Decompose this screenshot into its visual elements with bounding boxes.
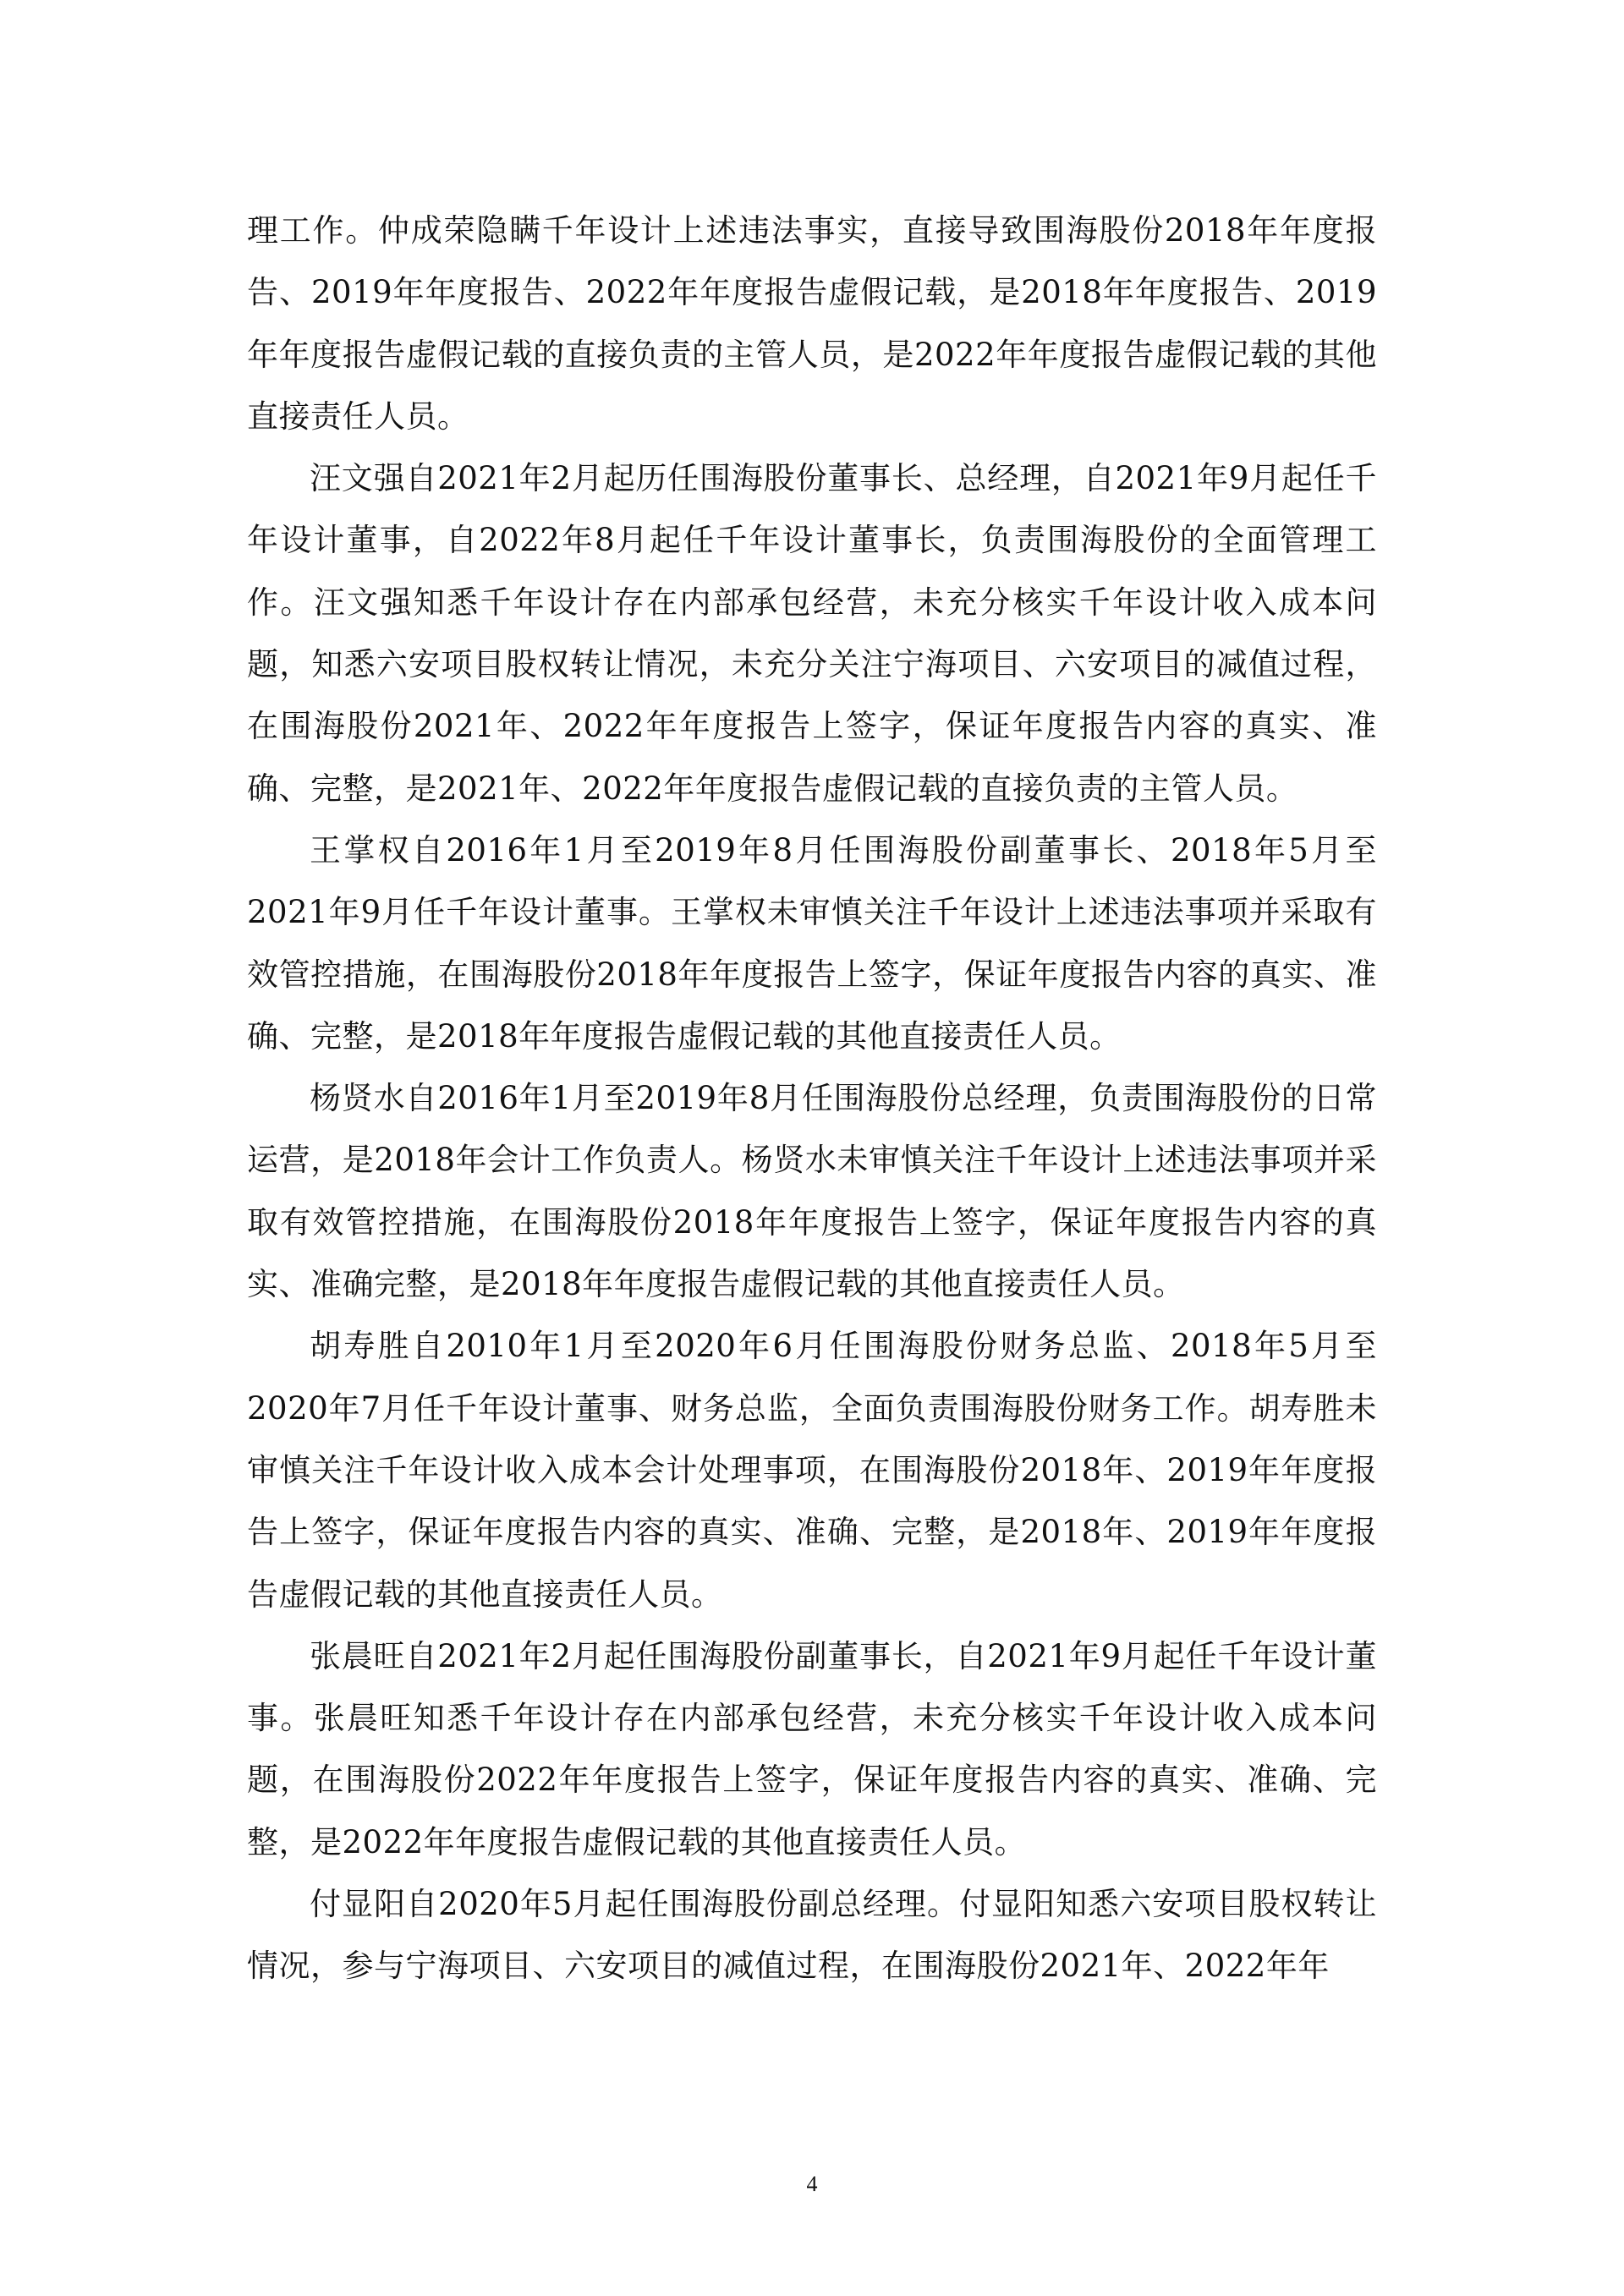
paragraph-zhang-chenwang: 张晨旺自2021年2月起任围海股份副董事长，自2021年9月起任千年设计董事。张晨旺知悉千年设计存在内部承包经营，未充分核实千年设计收入成本问题，在围海股份2022年年度报告上签字，保证年度报告内容的真实、准确、完整，是2022年年度报告虚假记载的其他直接责任人员。 [247, 1637, 1377, 1860]
paragraph-wang-wenqiang: 汪文强自2021年2月起历任围海股份董事长、总经理，自2021年9月起任千年设计董事，自2022年8月起任千年设计董事长，负责围海股份的全面管理工作。汪文强知悉千年设计存在内部承包经营，未充分核实千年设计收入成本问题，知悉六安项目股权转让情况，未充分关注宁海项目、六安项目的减值过程，在围海股份2021年、2022年年度报告上签字，保证年度报告内容的真实、准确、完整，是2021年、2022年年度报告虚假记载的直接负责的主管人员。 [247, 460, 1377, 807]
document-body [247, 200, 1377, 1997]
paragraph-wang-zhangquan: 王掌权自2016年1月至2019年8月任围海股份副董事长、2018年5月至2021年9月任千年设计董事。王掌权未审慎关注千年设计上述违法事项并采取有效管控措施，在围海股份2018年年度报告上签字，保证年度报告内容的真实、准确、完整，是2018年年度报告虚假记载的其他直接责任人员。 [247, 831, 1377, 1055]
paragraph-fu-xianyang: 付显阳自2020年5月起任围海股份副总经理。付显阳知悉六安项目股权转让情况，参与宁海项目、六安项目的减值过程，在围海股份2021年、2022年年 [247, 1886, 1377, 1985]
paragraph-hu-shousheng: 胡寿胜自2010年1月至2020年6月任围海股份财务总监、2018年5月至2020年7月任千年设计董事、财务总监，全面负责围海股份财务工作。胡寿胜未审慎关注千年设计收入成本会计处理事项，在围海股份2018年、2019年年度报告上签字，保证年度报告内容的真实、准确、完整，是2018年、2019年年度报告虚假记载的其他直接责任人员。 [247, 1328, 1377, 1613]
paragraph-zhong-chengrong-continued: 理工作。仲成荣隐瞒千年设计上述违法事实，直接导致围海股份2018年年度报告、2019年年度报告、2022年年度报告虚假记载，是2018年年度报告、2019年年度报告虚假记载的直接负责的主管人员，是2022年年度报告虚假记载的其他直接责任人员。 [247, 212, 1377, 435]
paragraph-yang-xianshui: 杨贤水自2016年1月至2019年8月任围海股份总经理，负责围海股份的日常运营，是2018年会计工作负责人。杨贤水未审慎关注千年设计上述违法事项并采取有效管控措施，在围海股份2018年年度报告上签字，保证年度报告内容的真实、准确完整，是2018年年度报告虚假记载的其他直接责任人员。 [247, 1080, 1377, 1303]
page-number: 4 [806, 2172, 818, 2196]
